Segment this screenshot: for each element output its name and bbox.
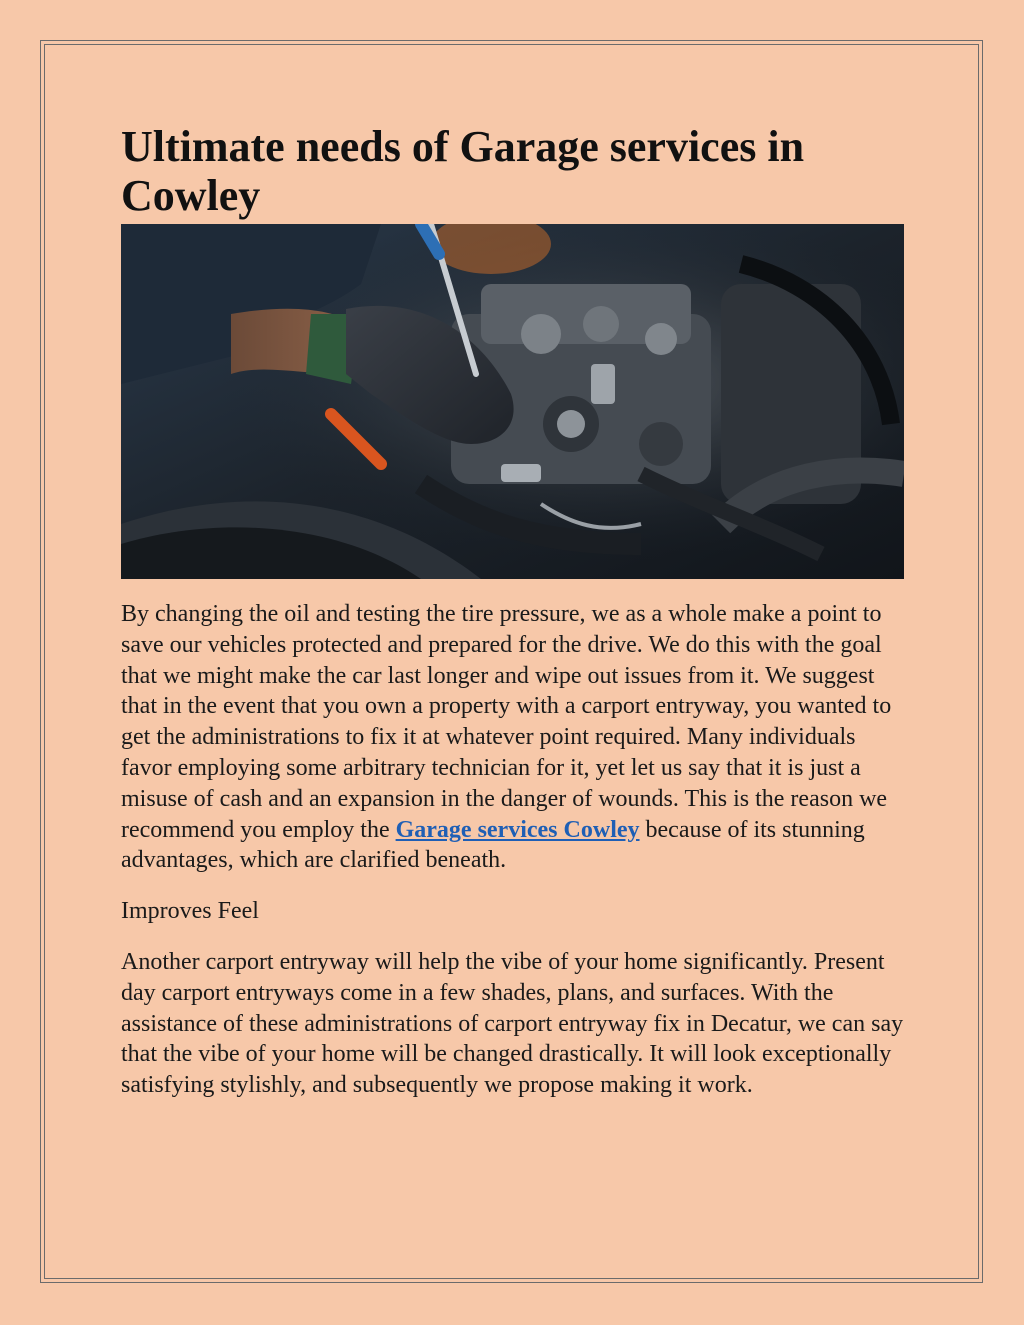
document-content <box>121 122 911 1101</box>
garage-services-link[interactable]: Garage services Cowley <box>395 816 640 843</box>
section-heading: Improves Feel <box>121 898 259 925</box>
intro-paragraph <box>121 599 911 876</box>
engine-repair-photo <box>121 224 904 579</box>
section-body-paragraph: Another carport entryway will help the vibe of your home significantly. Present day carport entryways come in a few shades, plans, and surfaces. With the assistance of these administrations of carport entryway fix in Decatur, we can say that the vibe of your home will be changed drastically. It will look exceptionally satisfying stylishly, and subsequently we propose making it work. <box>121 948 904 1099</box>
page-title: Ultimate needs of Garage services in Cowley <box>121 122 805 220</box>
engine-illustration <box>121 224 904 579</box>
intro-text-after-link: because of its stunning advantages, which are clarified beneath. <box>121 816 865 874</box>
intro-text-before-link: By changing the oil and testing the tire pressure, we as a whole make a point to save our vehicles protected and prepared for the drive. We do this with the goal that we might make the car last longer and wipe out issues from it. We suggest that in the event that you own a property with a carport entryway, you wanted to get the administrations to fix it at whatever point required. Many individuals favor employing some arbitrary technician for it, yet let us say that it is just a misuse of cash and an expansion in the danger of wounds. This is the reason we recommend you employ the <box>121 601 892 843</box>
